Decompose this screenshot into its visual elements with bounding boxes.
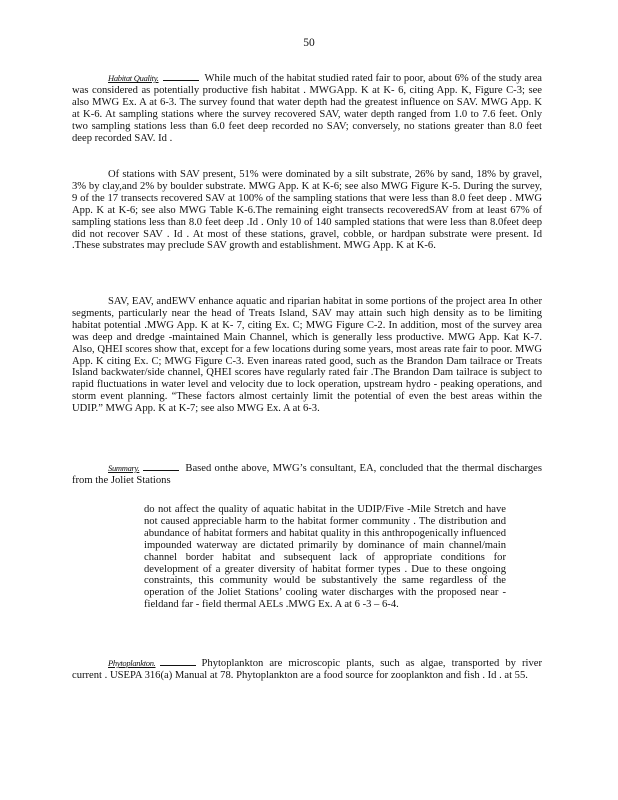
heading-underline bbox=[160, 665, 196, 666]
stations-paragraph: Of stations with SAV present, 51% were dominated by a silt substrate, 26% by sand, 18% by gravel, 3% by clay,and 2% by boulder substrate. MWG App. K at K-6; see also MWG Figure K-5. During the survey, 9 of the 17 transects recovered SAV at 100% of the sampling stations that were less than 8.0 feet deep . MWG App. K at K-6; see also MWG Table K-6.The remaining eight transects recoveredSAV from at least 67% of sampling stations less than 8.0 feet deep .Id . Only 10 of 140 sampled stations that were less than 8.0feet deep did not recover SAV . Id . At most of these stations, gravel, cobble, or hardpan substrate were present. Id .These substrates may preclude SAV growth and establishment. MWG App. K at K-6. bbox=[72, 169, 542, 252]
heading-underline bbox=[143, 470, 179, 471]
heading-underline bbox=[163, 80, 199, 81]
summary-paragraph bbox=[72, 463, 542, 487]
sav-paragraph: SAV, EAV, andEWV enhance aquatic and riparian habitat in some portions of the project area In other segments, particularly near the head of Treats Island, SAV may attain such high density as to be limiting habitat potential .MWG App. K at K- 7, citing Ex. C; MWG Figure C-2. In addition, most of the survey area was deep and dredge -maintained Main Channel, which is generally less productive. MWG App. Kat K-7. Also, QHEI scores show that, except for a few locations during some years, most areas rate fair to poor. MWG App. K citing Ex. C; MWG Figure C-3. Even inareas rated good, such as the Brandon Dam tailrace or Treats Island backwater/side channel, QHEI scores have regularly rated fair .The Brandon Dam tailrace is subject to rapid fluctuations in water level and velocity due to lock operation, upstream hydro - peaking operations, and storm event planning. “These factors almost certainly limit the potential of even the best areas within the UDIP.” MWG App. K at K-7; see also MWG Ex. A at 6-3. bbox=[72, 296, 542, 415]
phytoplankton-heading: Phytoplankton. bbox=[108, 658, 156, 668]
phytoplankton-paragraph bbox=[72, 658, 542, 682]
block-quote: do not affect the quality of aquatic habitat in the UDIP/Five -Mile Stretch and have not caused appreciable harm to the habitat former community . The distribution and abundance of habitat formers and habitat quality in this anthropogenically influenced impounded waterway are dictated primarily by dominance of main channel/main channel border habitat and subsequent lack of appropriate conditions for development of a greater diversity of habitat former types . Due to these ongoing constraints, this community would be substantively the same regardless of the operation of the Joliet Stations’ cooling water discharges with the proposed near - fieldand far - field thermal AELs .MWG Ex. A at 6 -3 – 6-4. bbox=[144, 504, 506, 611]
habitat-quality-heading: Habitat Quality. bbox=[108, 73, 159, 83]
habitat-quality-text: While much of the habitat studied rated fair to poor, about 6% of the study area was considered as potentially productive fish habitat . MWGApp. K at K- 6, citing App. K, Figure C-3; see also MWG Ex. A at 6-3. The survey found that water depth had the greatest influence on SAV. MWG App. K at K-6. At sampling stations where the survey recovered SAV, water depth ranged from 1.0 to 7.6 feet. Only two sampling stations less than 6.0 feet deep recorded no SAV; conversely, no stations greater than 8.0 feet deep recorded SAV. Id . bbox=[72, 73, 542, 144]
phytoplankton-text: Phytoplankton are microscopic plants, such as algae, transported by river current . USEPA 316(a) Manual at 78. Phytoplankton are a food source for zooplankton and fish . Id . at 55. bbox=[72, 658, 542, 681]
page-number: 50 bbox=[303, 37, 315, 49]
habitat-quality-paragraph bbox=[72, 73, 542, 144]
summary-heading: Summary. bbox=[108, 463, 140, 473]
summary-text: Based onthe above, MWG’s consultant, EA, concluded that the thermal discharges from the Joliet Stations bbox=[72, 463, 542, 486]
